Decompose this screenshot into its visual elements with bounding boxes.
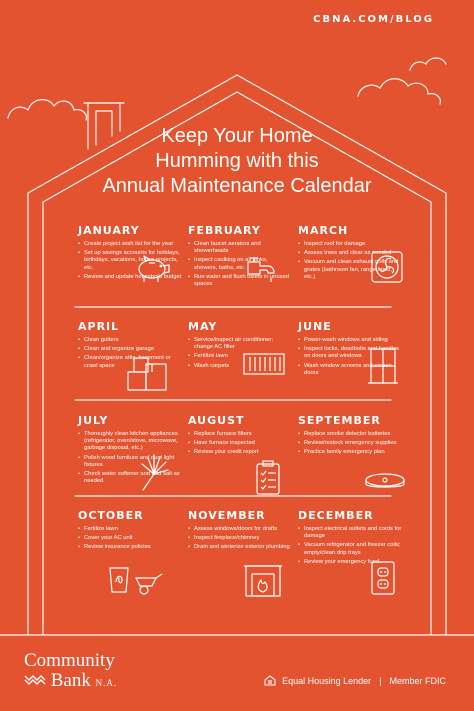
air-filter-icon [242, 352, 286, 376]
task-item: • Fertilize lawn [188, 353, 292, 360]
bank-logo-mark-icon [24, 673, 46, 687]
task-item: • Set up savings accounts for holidays, birthdays, vacations, house projects, etc. [78, 250, 182, 272]
cloud-right [358, 79, 440, 104]
task-item: • Wash carpets [188, 363, 292, 370]
equal-housing-icon [264, 675, 276, 686]
task-item: • Cover your AC unit [78, 535, 182, 542]
clipboard-checklist-icon [254, 460, 282, 496]
fertilizer-wheelbarrow-icon [106, 562, 164, 596]
month-name: JUNE [298, 320, 332, 333]
task-item: • Replace furnace filters [188, 431, 292, 438]
month-name: SEPTEMBER [298, 414, 381, 427]
task-item: • Create project wish list for the year [78, 241, 182, 248]
duster-icon [138, 452, 170, 492]
task-item: • Review/restock emergency supplies [298, 440, 402, 447]
task-item: • Assess windows/doors for drafts [188, 526, 292, 533]
month-name: OCTOBER [78, 509, 144, 522]
month-name: DECEMBER [298, 509, 374, 522]
month-name: FEBRUARY [188, 224, 261, 237]
task-item: • Clean and organize garage [78, 346, 182, 353]
page-title [0, 124, 474, 199]
community-bank-logo[interactable] [24, 651, 117, 693]
title-line-1: Keep Your Home [161, 125, 313, 147]
task-item: • Service/inspect air conditioner; change AC filter [188, 337, 292, 351]
task-item: • Power-wash windows and siding [298, 337, 402, 344]
task-item: • Check water softener and add salt as needed [78, 471, 182, 485]
fireplace-icon [244, 562, 282, 598]
month-name: MAY [188, 320, 218, 333]
month-name: APRIL [78, 320, 120, 333]
month-name: MARCH [298, 224, 349, 237]
task-item: • Inspect caulking on all sinks, showers, baths, etc. [188, 257, 292, 271]
blog-url[interactable]: CBNA.COM/BLOG [313, 14, 434, 25]
task-item: • Vacuum refrigerator and freezer coils; empty/clean drip trays [298, 542, 402, 556]
task-item: • Replace smoke detector batteries [298, 431, 402, 438]
month-name: JANUARY [78, 224, 140, 237]
task-item: • Clean/organize attic, basement or crawl space [78, 355, 182, 369]
task-item: • Assess trees and clear as needed [298, 250, 402, 257]
task-item: • Vacuum and clean exhaust grills and grates (bathroom fan, range hood, etc.) [298, 259, 402, 281]
month-september [298, 414, 402, 459]
task-item: • Wash window screens and screen doors [298, 363, 402, 377]
window-icon [368, 346, 398, 386]
equal-housing-text: Equal Housing Lender [282, 675, 372, 686]
piggy-bank-icon [132, 254, 172, 284]
task-item: • Inspect locks, deadbolts and handles on doors and windows [298, 346, 402, 360]
cloud-right-small [410, 58, 446, 70]
electrical-outlet-icon [370, 560, 396, 596]
member-fdic-text: Member FDIC [389, 675, 446, 686]
month-name: JULY [78, 414, 109, 427]
month-october [78, 509, 182, 554]
brand-name-line-2 [24, 671, 117, 693]
faucet-icon [246, 256, 280, 286]
month-november [188, 509, 292, 554]
task-item: • Review your emergency fund [298, 559, 402, 566]
task-item: • Inspect roof for damage [298, 241, 402, 248]
brand-name-bank: Bank [50, 670, 91, 691]
title-line-2: Humming with this [155, 150, 319, 172]
task-item: • Clean faucet aerators and showerheads [188, 241, 292, 255]
task-item: • Inspect fireplace/chimney [188, 535, 292, 542]
task-item: • Polish wood furniture and dust light fixtures [78, 455, 182, 469]
month-name: NOVEMBER [188, 509, 266, 522]
title-line-3: Annual Maintenance Calendar [102, 175, 372, 197]
brand-suffix: N.A. [95, 678, 118, 688]
task-item: • Practice family emergency plan [298, 449, 402, 456]
task-item: • Review insurance policies [78, 544, 182, 551]
storage-boxes-icon [124, 352, 170, 392]
task-item: • Have furnace inspected [188, 440, 292, 447]
brand-name-line-1: Community [24, 650, 115, 671]
month-name: AUGUST [188, 414, 245, 427]
task-item: • Review and update household budget [78, 274, 182, 281]
footer-disclosures [264, 675, 446, 686]
task-item: • Fertilize lawn [78, 526, 182, 533]
smoke-detector-icon [364, 472, 406, 492]
task-item: • Thoroughly clean kitchen appliances (refrigerator, oven/stove, microwave, garbage disposal, etc.) [78, 431, 182, 453]
cloud-left [8, 100, 86, 120]
task-item: • Drain and winterize exterior plumbing [188, 544, 292, 551]
task-item: • Inspect electrical outlets and cords for damage [298, 526, 402, 540]
task-item: • Run water and flush toilets in unused spaces [188, 274, 292, 288]
exhaust-fan-icon [370, 250, 404, 284]
task-item: • Review your credit report [188, 449, 292, 456]
footer-separator: | [379, 675, 382, 686]
month-august [188, 414, 292, 459]
task-item: • Clean gutters [78, 337, 182, 344]
